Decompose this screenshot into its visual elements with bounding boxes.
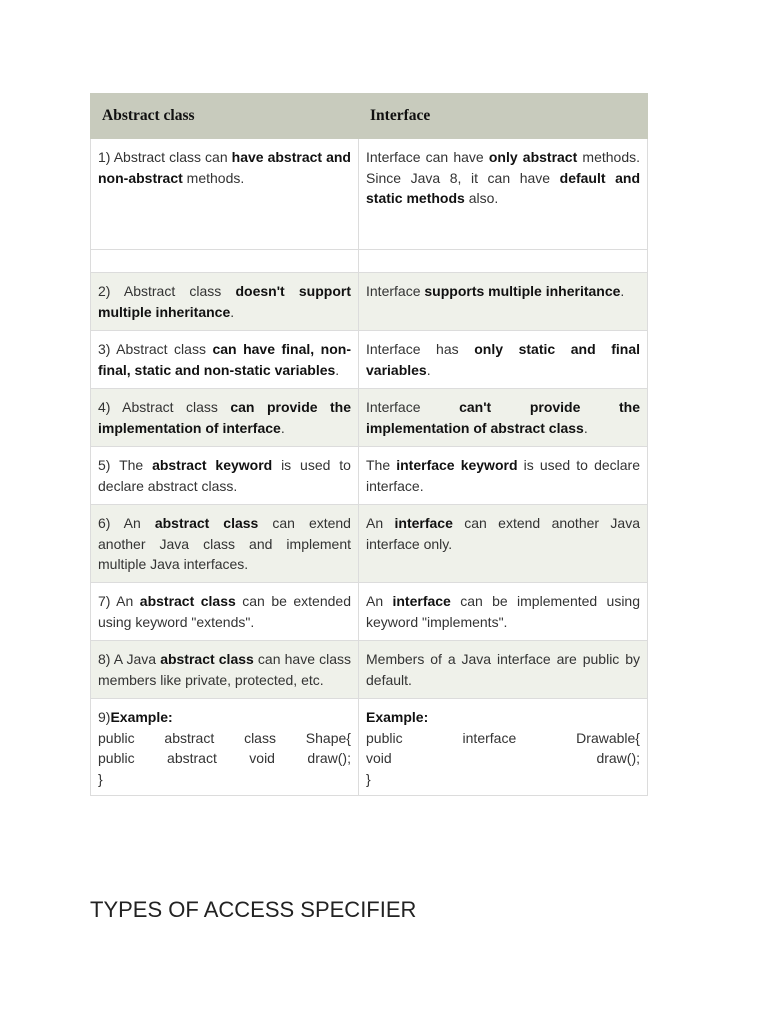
- code-token: abstract: [164, 729, 215, 746]
- bold-text: abstract class: [139, 593, 236, 609]
- code-token: }: [366, 770, 371, 787]
- cell-text: is used to declare abstract class.: [98, 457, 351, 494]
- bold-text: can have final, non-final, static and non-static variables: [98, 341, 351, 378]
- cell-text: 8) A Java: [98, 651, 161, 667]
- bold-text: doesn't support multiple inheritance: [98, 283, 351, 320]
- cell-text: can extend another Java interface only.: [366, 515, 640, 552]
- bold-text: interface keyword: [396, 457, 518, 473]
- code-token: Drawable{: [576, 729, 640, 746]
- comparison-table: [90, 93, 648, 796]
- table-row: [91, 447, 648, 505]
- code-line: [366, 748, 640, 769]
- bold-text: only abstract: [488, 149, 578, 165]
- cell-text: is used to declare interface.: [366, 457, 640, 494]
- cell-text: can extend another Java class and implement multiple Java interfaces.: [98, 515, 351, 572]
- bold-text: abstract class: [154, 515, 259, 531]
- code-token: public: [98, 729, 135, 746]
- cell-text: .: [230, 303, 235, 320]
- code-token: void: [249, 750, 275, 766]
- example-label: Example:: [366, 709, 429, 725]
- row-3-interface-cell: [359, 331, 648, 389]
- cell-text: can have class members like private, protected, etc.: [98, 651, 351, 688]
- code-line: [98, 748, 351, 769]
- header-interface: Interface: [359, 94, 648, 139]
- row-7-abstract-cell: [91, 583, 359, 641]
- cell-text: 5) The: [98, 457, 153, 473]
- row-2-abstract-cell: [91, 273, 359, 331]
- code-token: public: [366, 729, 403, 746]
- row-7-interface-cell: [359, 583, 648, 641]
- code-token: draw();: [596, 750, 640, 766]
- cell-text: 3) Abstract class: [98, 341, 213, 357]
- example-abstract-cell: [91, 699, 359, 796]
- bold-text: can provide the implementation of interface: [98, 399, 352, 436]
- cell-text: also.: [464, 190, 499, 206]
- table-header-row: [91, 94, 648, 139]
- bold-text: abstract class: [160, 651, 254, 667]
- bold-text: default and static methods: [366, 169, 640, 206]
- spacer-cell: [359, 250, 648, 273]
- row-8-interface-cell: [359, 641, 648, 699]
- cell-text: Interface: [366, 399, 460, 415]
- row-8-abstract-cell: [91, 641, 359, 699]
- code-line: [366, 728, 640, 749]
- table-row: [91, 139, 648, 250]
- cell-text: .: [335, 361, 340, 378]
- cell-text: 1) Abstract class can: [98, 149, 232, 165]
- table-row: [91, 641, 648, 699]
- cell-text: .: [583, 419, 588, 436]
- cell-text: Interface has: [366, 341, 475, 357]
- table-row: [91, 331, 648, 389]
- row-1-abstract-cell: [91, 139, 359, 250]
- table-row: [91, 389, 648, 447]
- row-4-abstract-cell: [91, 389, 359, 447]
- row-3-abstract-cell: [91, 331, 359, 389]
- cell-text: The: [366, 457, 397, 473]
- cell-text: Members of a Java interface are public by default.: [366, 651, 640, 688]
- code-line: [366, 769, 640, 790]
- table-row: [91, 505, 648, 583]
- bold-text: supports multiple inheritance: [424, 283, 621, 299]
- code-line: [98, 728, 351, 749]
- cell-text: can be extended using keyword "extends".: [98, 593, 351, 630]
- cell-text: .: [280, 419, 285, 436]
- code-token: }: [98, 770, 103, 787]
- table-row: [91, 583, 648, 641]
- row-6-interface-cell: [359, 505, 648, 583]
- code-token: public: [98, 750, 135, 766]
- code-token: Shape{: [305, 729, 351, 746]
- spacer-row: [91, 250, 648, 273]
- cell-text: 4) Abstract class: [98, 399, 231, 415]
- abstract-code-sample: [98, 728, 351, 790]
- spacer-cell: [91, 250, 359, 273]
- section-heading: TYPES OF ACCESS SPECIFIER: [90, 897, 417, 922]
- bold-text: can't provide the implementation of abstract class: [366, 399, 640, 436]
- interface-code-sample: [366, 728, 640, 790]
- cell-text: methods.: [182, 169, 245, 186]
- bold-text: have abstract and non-abstract: [98, 149, 351, 186]
- bold-text: interface: [392, 593, 451, 609]
- bold-text: interface: [394, 515, 453, 531]
- cell-text: 2) Abstract class: [98, 283, 236, 299]
- row-2-interface-cell: [359, 273, 648, 331]
- row-5-interface-cell: [359, 447, 648, 505]
- cell-text: Interface: [366, 283, 425, 299]
- cell-text: 7) An: [98, 593, 140, 609]
- code-token: interface: [462, 729, 517, 746]
- cell-text: .: [426, 361, 431, 378]
- code-line: [98, 769, 351, 790]
- cell-text: .: [620, 283, 625, 299]
- table-row: [91, 273, 648, 331]
- cell-text: 6) An: [98, 515, 155, 531]
- code-token: void: [366, 750, 392, 766]
- bold-text: only static and final variables: [366, 341, 640, 378]
- header-abstract-class: Abstract class: [91, 94, 359, 139]
- example-number: 9): [98, 709, 111, 725]
- example-abstract-label: [98, 707, 351, 728]
- cell-text: An: [366, 515, 395, 531]
- row-1-interface-cell: [359, 139, 648, 250]
- cell-text: Interface can have: [366, 149, 489, 165]
- row-6-abstract-cell: [91, 505, 359, 583]
- bold-text: abstract keyword: [152, 457, 273, 473]
- example-interface-label: [366, 707, 640, 728]
- cell-text: An: [366, 593, 393, 609]
- row-4-interface-cell: [359, 389, 648, 447]
- code-token: abstract: [167, 750, 217, 766]
- code-token: draw();: [307, 750, 351, 766]
- code-token: class: [244, 729, 276, 746]
- cell-text: methods. Since Java 8, it can have: [366, 149, 641, 186]
- row-5-abstract-cell: [91, 447, 359, 505]
- cell-text: can be implemented using keyword "implements".: [366, 593, 641, 630]
- table-row: [91, 699, 648, 796]
- example-label: Example:: [110, 709, 173, 725]
- example-interface-cell: [359, 699, 648, 796]
